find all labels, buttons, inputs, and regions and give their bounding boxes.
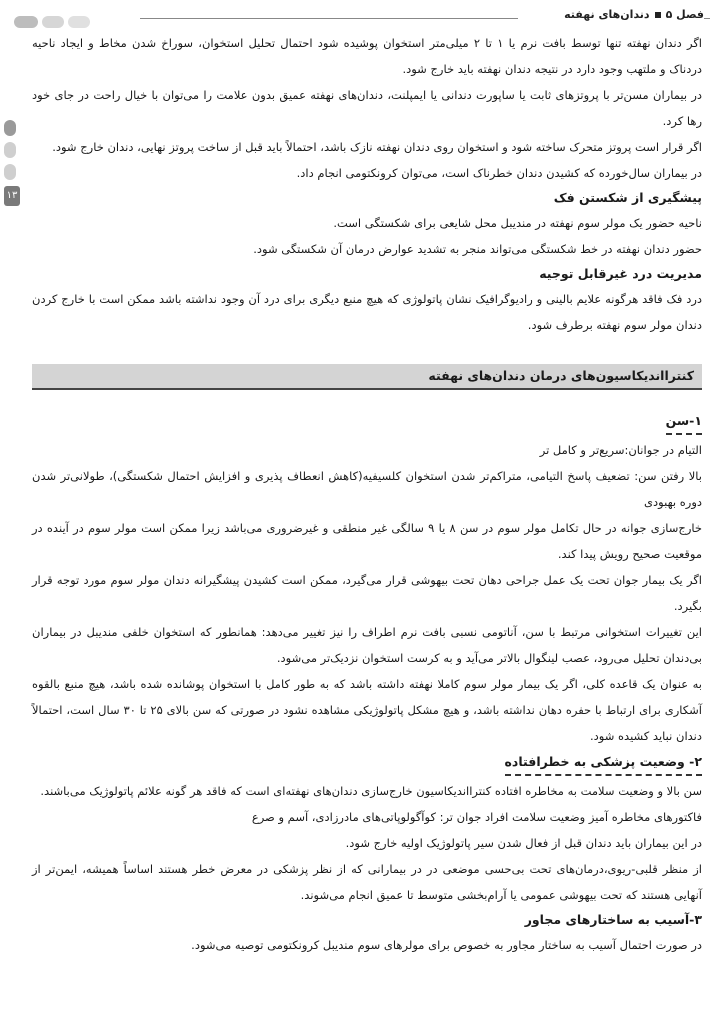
separator-square-icon [655,12,661,18]
paragraph: در بیماران مسن‌تر با پروتزهای ثابت یا ساپورت دندانی یا ایمپلنت، دندان‌های نهفته عمیق بدون علامت را می‌توان با خیال راحت در جای خود رها کرد. [32,88,702,128]
paragraph: اگر یک بیمار جوان تحت یک عمل جراحی دهان تحت بیهوشی قرار می‌گیرد، ممکن است کشیدن پیشگیرانه دندان مولر سوم مورد توجه قرار بگیرد. [32,573,702,613]
paragraph: به عنوان یک قاعده کلی، اگر یک بیمار مولر سوم کاملا نهفته داشته باشد که به طور کامل با استخوان پوشانده شده باشد، هیچ منبع بالقوه آشکاری برای ارتباط با حفره دهان نداشته باشد، و هیچ مشکل پاتولوژیکی مشاهده نشود در صورتی که سن بالای ۲۵ تا ۳۰ سال است، احتمالاً دندان نباید کشیده شود. [32,677,702,743]
paragraph: اگر دندان نهفته تنها توسط بافت نرم یا ۱ تا ۲ میلی‌متر استخوان پوشیده شود احتمال تحلیل استخوان، سوراخ شدن مخاط و ایجاد ناحیه دردناک و ملتهب وجود دارد در نتیجه دندان نهفته باید خارج شود. [32,36,702,76]
decorative-pill-icon [14,16,38,28]
subheading-medical-status: ۲- وضعیت پزشکی به خطرافتاده [505,750,702,776]
header-rule-end [704,18,710,19]
subheading-age: ۱-سن [666,409,702,435]
paragraph: در بیماران سال‌خورده که کشیدن دندان خطرناک است، می‌توان کرونکتومی انجام داد. [296,166,702,180]
paragraph: اگر قرار است پروتز متحرک ساخته شود و استخوان روی دندان نهفته نازک باشد، احتمالاً باید قبل از ساخت پروتز نهایی، دندان خارج شود. [52,140,702,154]
paragraph: خارج‌سازی جوانه در حال تکامل مولر سوم در سن ۸ یا ۹ سالگی غیر منطقی و غیرضروری می‌باشد زیرا ممکن است مولر سوم در آینده در موقعیت صحیح رویش پیدا کند. [32,521,703,561]
paragraph: التیام در جوانان:سریع‌تر و کامل تر [539,443,702,457]
page-body [32,30,702,958]
paragraph: فاکتورهای مخاطره آمیز وضعیت سلامت افراد جوان تر: کوآگولوپاتی‌های مادرزادی، آسم و صرع [251,810,702,824]
side-tab-icon [4,164,16,180]
decorative-pill-icon [42,16,64,28]
paragraph: از منظر قلبی-ریوی،درمان‌های تحت بی‌حسی موضعی در در بیمارانی که از نظر پزشکی در معرض خطر هستند اساساً همیشه، ایمن‌تر از آنهایی هستند که تحت بیهوشی عمومی یا آرام‌بخشی متوسط تا عمیق انجام می‌شوند. [32,862,702,902]
decorative-pill-icon [68,16,90,28]
paragraph: سن بالا و وضعیت سلامت به مخاطره افتاده کنترااندیکاسیون خارج‌سازی دندان‌های نهفته‌ای است که فاقد هر گونه علائم پاتولوژیک می‌باشند. [40,784,702,798]
heading-pain-management: مدیریت درد غیرقابل توجیه [539,266,702,281]
chapter-label: فصل ۵ [665,8,704,21]
header-rule [140,18,518,19]
running-head [564,8,704,21]
side-tab-icon [4,142,16,158]
section-title-bar: کنترااندیکاسیون‌های درمان دندان‌های نهفته [32,364,702,390]
paragraph: در صورت احتمال آسیب به ساختار مجاور به خصوص برای مولرهای سوم مندیبل کرونکتومی توصیه می‌شود. [191,938,702,952]
paragraph: این تغییرات استخوانی مرتبط با سن، آناتومی نسبی بافت نرم اطراف را نیز تغییر می‌دهد: همانطور که استخوان خلفی مندیبل در بیماران بی‌دندان تحلیل می‌رود، عصب لینگوال بالاتر می‌آید و به کرست استخوان نزدیک‌تر می‌شود. [32,625,702,665]
paragraph: ناحیه حضور یک مولر سوم نهفته در مندیبل محل شایعی برای شکستگی است. [333,216,702,230]
paragraph: حضور دندان نهفته در خط شکستگی می‌تواند منجر به تشدید عوارض درمان آن شکستگی شود. [253,242,702,256]
side-tabs [4,120,20,206]
header-decoration [14,11,94,30]
side-tab-icon [4,120,16,136]
paragraph: در این بیماران باید دندان قبل از فعال شدن سیر پاتولوژیک اولیه خارج شود. [345,836,702,850]
chapter-title: دندان‌های نهفته [564,8,650,21]
heading-fracture-prevention: پیشگیری از شکستن فک [553,190,702,205]
subheading-adjacent-structures: ۳-آسیب به ساختارهای مجاور [524,912,702,927]
paragraph: درد فک فاقد هرگونه علایم بالینی و رادیوگرافیک نشان پاتولوژی که هیچ منبع دیگری برای درد آن وجود نداشته باشد ممکن است با خارج کردن دندان مولر سوم نهفته برطرف شود. [32,292,702,332]
paragraph: بالا رفتن سن: تضعیف پاسخ التیامی، متراکم‌تر شدن استخوان کلسیفیه(کاهش انعطاف پذیری و افزایش احتمال شکستگی)، طولانی‌تر شدن دوره بهبودی [32,469,702,509]
page-header [0,4,718,26]
page-number: ۱۳ [4,186,20,206]
